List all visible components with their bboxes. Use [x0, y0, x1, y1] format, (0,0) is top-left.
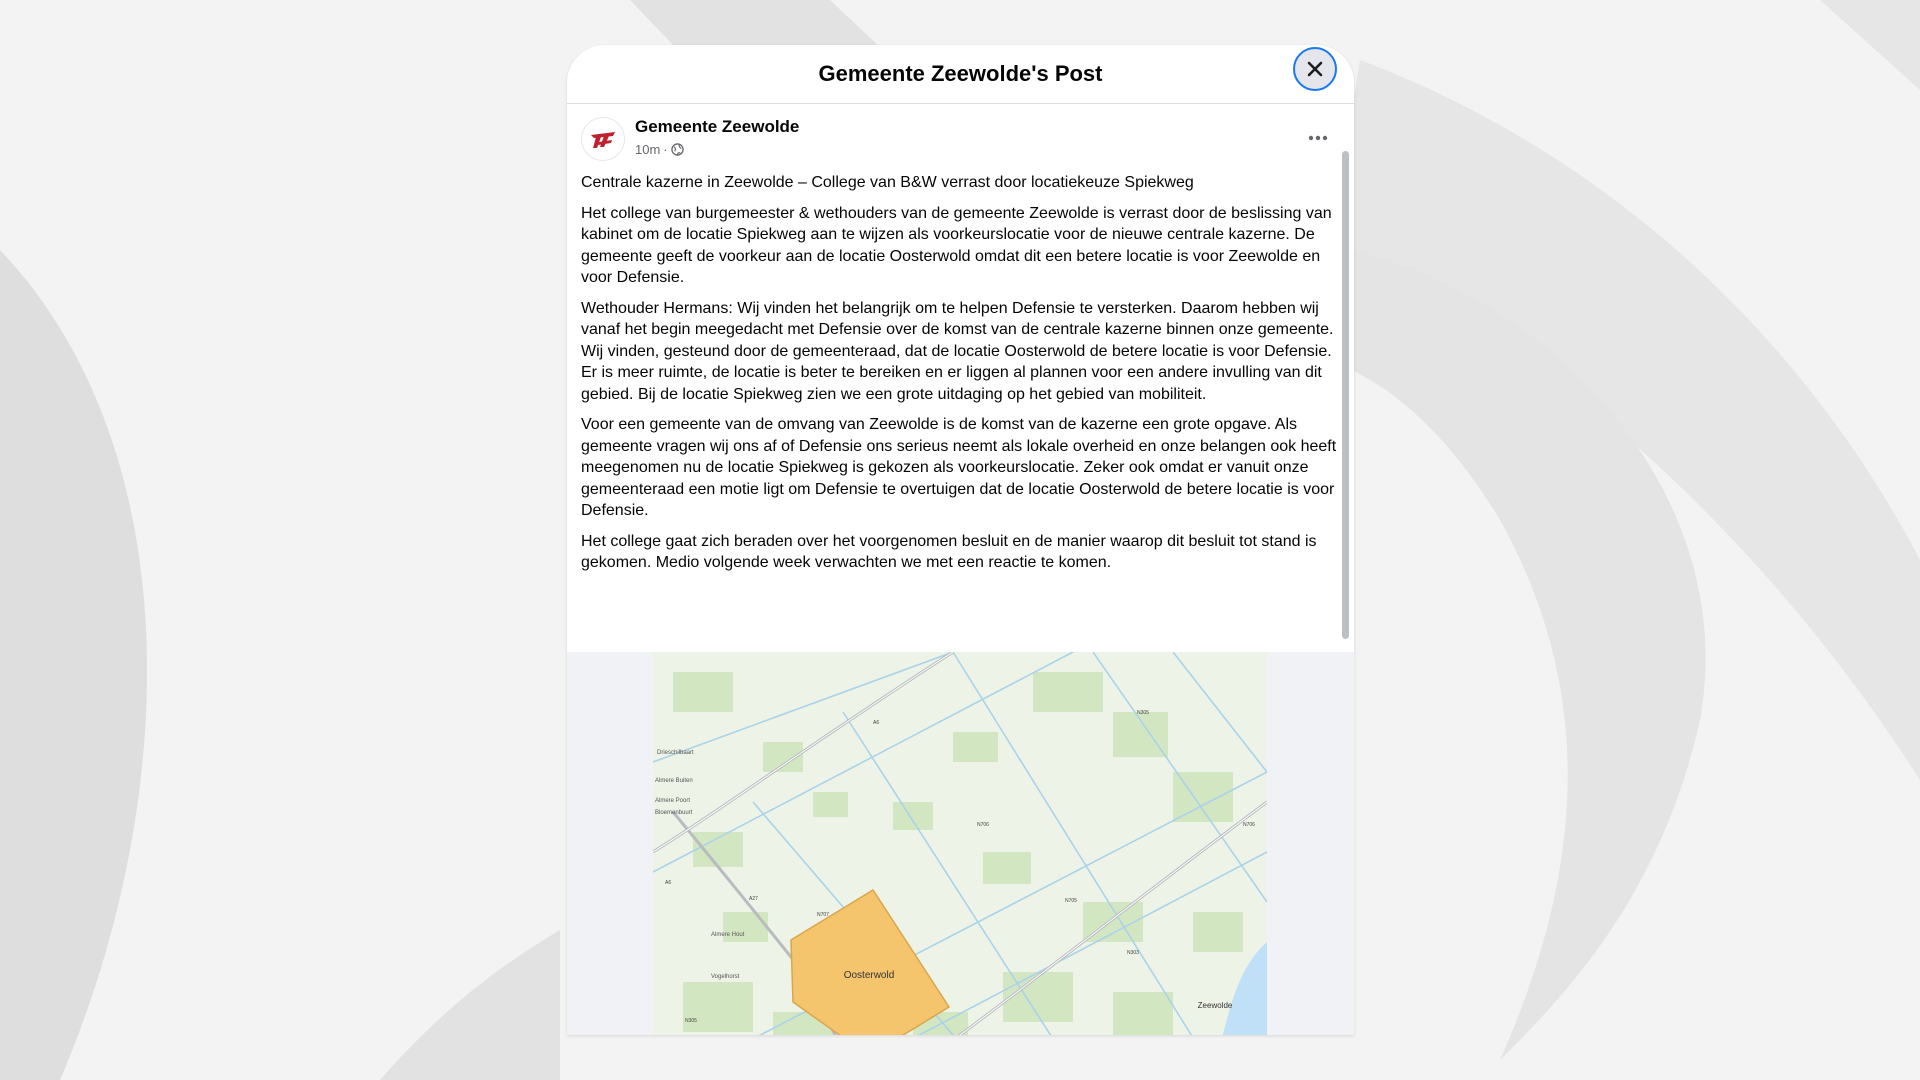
- map-place-label: Almere Poort: [655, 798, 691, 804]
- post-body: [581, 172, 1343, 583]
- map-place-label: Vogelhorst: [711, 974, 740, 980]
- more-horizontal-icon: [1308, 135, 1328, 141]
- map-road-label: A6: [665, 880, 672, 886]
- more-options-button[interactable]: [1303, 126, 1333, 150]
- post-paragraph: Voor een gemeente van de omvang van Zeewolde is de komst van de kazerne een grote opgave. Als gemeente vragen wij ons af of Defensie ons serieus neemt als lokale overheid en onze belangen ook heeft meegenomen nu de locatie Spiekweg is gekozen als voorkeurslocatie. Zeker ook omdat er vanuit onze gemeenteraad een motie ligt om Defensie te overtuigen dat de locatie Oosterwold de betere locatie is voor Defensie.: [581, 416, 1337, 519]
- post-image[interactable]: [567, 652, 1354, 1035]
- map-road-label: N707: [817, 912, 829, 918]
- zeewolde-logo-icon: [582, 118, 624, 160]
- map-road-label: N706: [1243, 822, 1255, 828]
- post-headline: Centrale kazerne in Zeewolde – College van B&W verrast door locatiekeuze Spiekweg: [581, 174, 1194, 191]
- map-place-label: Drieschilbaart: [657, 750, 694, 756]
- globe-icon: [671, 143, 684, 156]
- post-paragraph: Wethouder Hermans: Wij vinden het belangrijk om te helpen Defensie te versterken. Daarom hebben wij vanaf het begin meegedacht met Defensie over de komst van de centrale kazerne binnen onze gemeente. Wij vinden, gesteund door de gemeenteraad, dat de locatie Oosterwold de betere locatie is voor Defensie. Er is meer ruimte, de locatie is beter te bereiken en er liggen al plannen voor een andere invulling van dit gebied. Bij de locatie Spiekweg zien we een grote uitdaging op het gebied van mobiliteit.: [581, 299, 1334, 403]
- map-road-label: N305: [1137, 710, 1149, 716]
- post-content: [567, 104, 1354, 1035]
- map-town-label: Zeewolde: [1197, 1001, 1233, 1010]
- close-button[interactable]: [1293, 47, 1337, 91]
- author-avatar[interactable]: [581, 117, 625, 161]
- location-map: [653, 652, 1267, 1035]
- map-place-label: Bloemenbuurt: [655, 810, 693, 816]
- map-road-label: N303: [1127, 950, 1139, 956]
- post-dialog: [567, 45, 1354, 1035]
- map-road-label: N706: [977, 822, 989, 828]
- post-paragraph: Het college van burgemeester & wethouders van de gemeente Zeewolde is verrast door de beslissing van kabinet om de locatie Spiekweg aan te wijzen als voorkeurslocatie voor de nieuwe centrale kazerne. De gemeente geeft de voorkeur aan de locatie Oosterwold omdat dit een betere locatie is voor Zeewolde en voor Defensie.: [581, 204, 1332, 286]
- map-place-label: Almere Hout: [711, 932, 745, 938]
- map-road-label: N705: [1065, 898, 1077, 904]
- post-timestamp[interactable]: 10m: [635, 142, 661, 157]
- dialog-header: [567, 45, 1354, 104]
- meta-separator: ·: [663, 142, 668, 157]
- scrollbar-thumb[interactable]: [1342, 151, 1349, 639]
- map-road-label: A27: [749, 896, 758, 902]
- dialog-title: Gemeente Zeewolde's Post: [818, 61, 1103, 86]
- post-meta: [635, 142, 684, 157]
- map-road-label: A6: [873, 720, 880, 726]
- map-place-label: Almere Buiten: [655, 778, 693, 784]
- map-road-label: N305: [685, 1018, 697, 1024]
- map-area-label: Oosterwold: [843, 970, 895, 981]
- author-name[interactable]: Gemeente Zeewolde: [635, 117, 800, 136]
- post-paragraph: Het college gaat zich beraden over het voorgenomen besluit en de manier waarop dit besluit tot stand is gekomen. Medio volgende week verwachten we met een reactie te komen.: [581, 532, 1317, 571]
- close-icon: [1305, 59, 1325, 79]
